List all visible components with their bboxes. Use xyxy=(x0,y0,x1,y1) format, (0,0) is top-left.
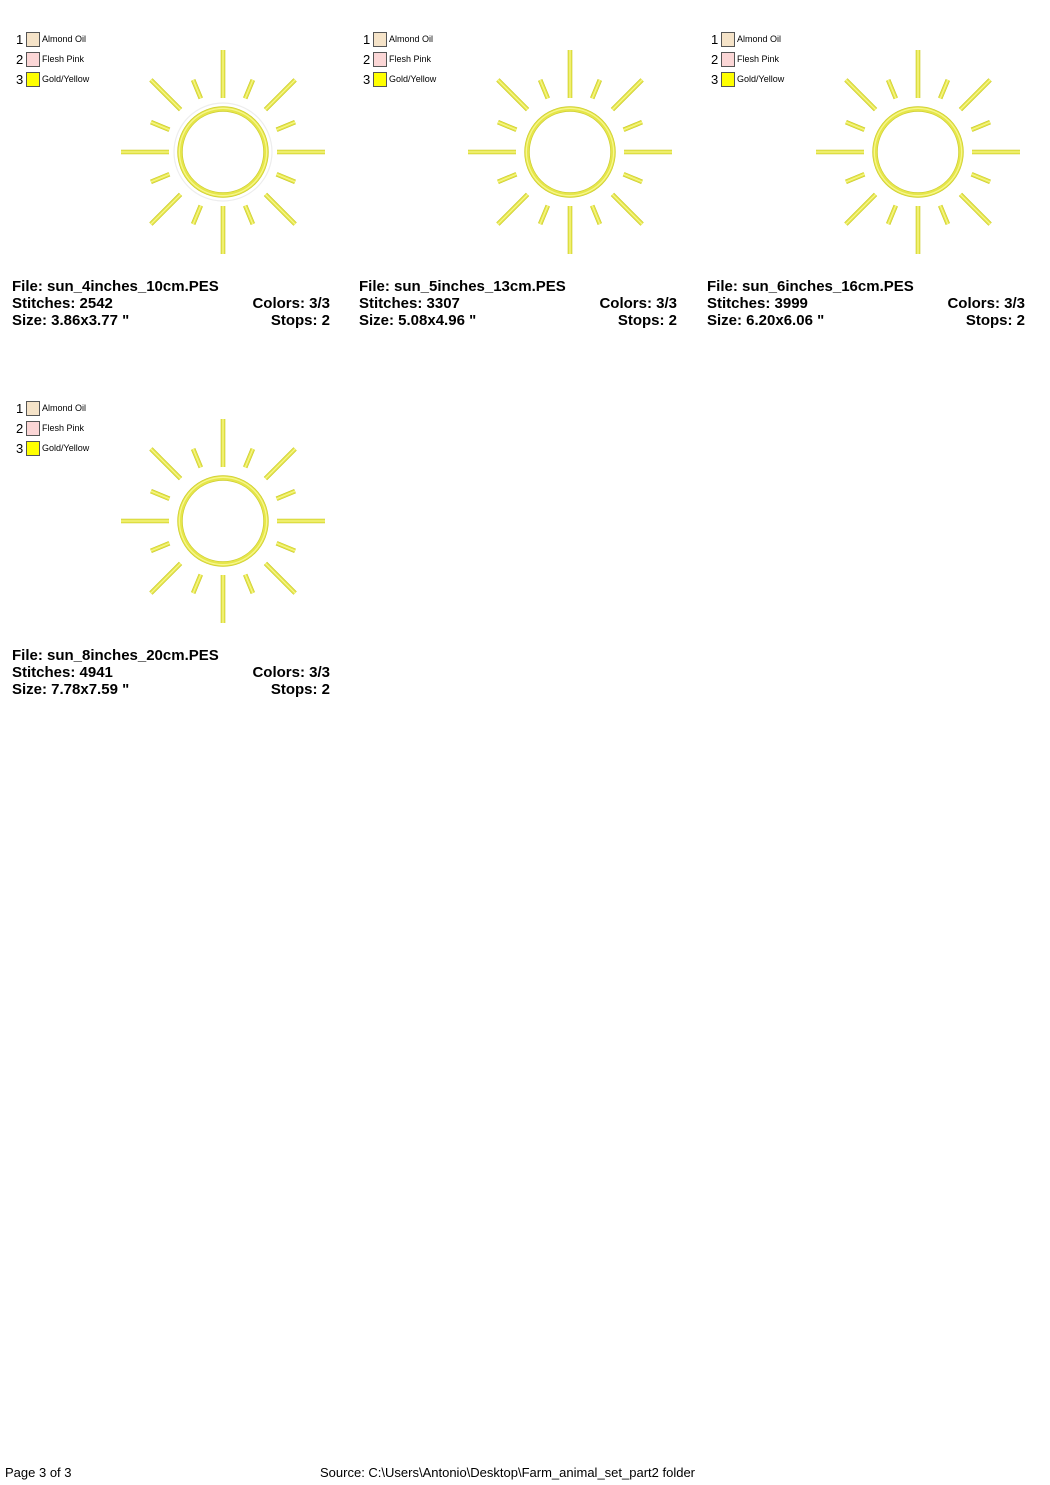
sun-ray xyxy=(960,194,990,224)
stitch-count: Stitches: 3307 xyxy=(359,295,460,312)
sun-ray xyxy=(193,206,201,224)
sun-ray xyxy=(624,174,642,182)
sun-ray xyxy=(265,194,295,224)
thread-name: Flesh Pink xyxy=(389,54,432,64)
sun-ray xyxy=(888,80,896,98)
design-size: Size: 6.20x6.06 " xyxy=(707,312,825,329)
sun-ray xyxy=(888,206,896,224)
applique-outline xyxy=(174,103,272,201)
sun-ray xyxy=(846,122,864,130)
stitch-count: Stitches: 2542 xyxy=(12,295,113,312)
sun-ray xyxy=(624,122,642,130)
sun-ray xyxy=(245,80,253,98)
sun-ray xyxy=(972,174,990,182)
stop-count: Stops: 2 xyxy=(965,312,1025,329)
sun-ray xyxy=(540,80,548,98)
palette-number: 2 xyxy=(16,52,24,67)
thread-name: Flesh Pink xyxy=(42,54,85,64)
color-swatch xyxy=(721,52,735,67)
sun-ray xyxy=(540,206,548,224)
design-card xyxy=(359,2,689,342)
sun-ray xyxy=(265,449,295,479)
design-info xyxy=(707,278,1025,329)
sun-ray xyxy=(846,80,876,110)
sun-ray xyxy=(277,491,295,499)
sun-ray xyxy=(151,563,181,593)
color-count: Colors: 3/3 xyxy=(252,664,330,681)
thread-name: Almond Oil xyxy=(42,403,87,413)
palette-number: 3 xyxy=(711,72,719,87)
sun-ray xyxy=(592,80,600,98)
design-size: Size: 3.86x3.77 " xyxy=(12,312,130,329)
color-count: Colors: 3/3 xyxy=(599,295,677,312)
thread-name: Flesh Pink xyxy=(737,54,780,64)
design-info xyxy=(12,278,330,329)
file-name: File: sun_8inches_20cm.PES xyxy=(12,647,219,664)
sun-ray xyxy=(498,194,528,224)
sun-ray xyxy=(193,80,201,98)
thread-name: Almond Oil xyxy=(389,34,434,44)
sun-ray xyxy=(940,80,948,98)
color-swatch xyxy=(26,401,40,416)
design-size: Size: 5.08x4.96 " xyxy=(359,312,477,329)
sun-ray xyxy=(193,449,201,467)
page-number: Page 3 of 3 xyxy=(5,1465,72,1480)
file-name: File: sun_5inches_13cm.PES xyxy=(359,278,566,295)
palette-number: 1 xyxy=(363,32,371,47)
sun-ray xyxy=(245,575,253,593)
sun-ray xyxy=(846,194,876,224)
color-count: Colors: 3/3 xyxy=(252,295,330,312)
sun-ray xyxy=(151,543,169,551)
palette-number: 1 xyxy=(711,32,719,47)
sun-ray xyxy=(960,80,990,110)
source-path: Source: C:\Users\Antonio\Desktop\Farm_animal_set_part2 folder xyxy=(320,1465,696,1480)
palette-number: 2 xyxy=(711,52,719,67)
sun-ray xyxy=(498,80,528,110)
file-name: File: sun_4inches_10cm.PES xyxy=(12,278,219,295)
sun-ray xyxy=(612,194,642,224)
sun-ring xyxy=(179,477,266,564)
thread-name: Gold/Yellow xyxy=(389,74,437,84)
color-swatch xyxy=(26,72,40,87)
sun-ray xyxy=(972,122,990,130)
sun-ring xyxy=(526,108,613,195)
sun-ray xyxy=(265,80,295,110)
color-count: Colors: 3/3 xyxy=(947,295,1025,312)
stitch-count: Stitches: 4941 xyxy=(12,664,113,681)
palette-number: 3 xyxy=(16,441,24,456)
sun-ray xyxy=(151,491,169,499)
color-swatch xyxy=(26,421,40,436)
sun-ray xyxy=(498,122,516,130)
palette-number: 3 xyxy=(363,72,371,87)
sun-embroidery-icon xyxy=(466,48,674,256)
color-swatch xyxy=(721,72,735,87)
stop-count: Stops: 2 xyxy=(270,312,330,329)
sun-ray xyxy=(193,575,201,593)
design-info xyxy=(12,647,330,698)
stitch-count: Stitches: 3999 xyxy=(707,295,808,312)
thread-name: Gold/Yellow xyxy=(42,74,90,84)
sun-embroidery-icon xyxy=(119,417,327,625)
palette-number: 3 xyxy=(16,72,24,87)
color-swatch xyxy=(373,32,387,47)
sun-ray xyxy=(151,122,169,130)
stop-count: Stops: 2 xyxy=(270,681,330,698)
sun-ray xyxy=(940,206,948,224)
sun-ray xyxy=(277,543,295,551)
sun-ray xyxy=(846,174,864,182)
thread-name: Gold/Yellow xyxy=(42,443,90,453)
palette-number: 2 xyxy=(363,52,371,67)
sun-ray xyxy=(151,174,169,182)
sun-ray xyxy=(498,174,516,182)
stop-count: Stops: 2 xyxy=(617,312,677,329)
color-swatch xyxy=(26,441,40,456)
sun-ray xyxy=(245,449,253,467)
palette-number: 2 xyxy=(16,421,24,436)
sun-ray xyxy=(277,122,295,130)
palette-number: 1 xyxy=(16,401,24,416)
palette-number: 1 xyxy=(16,32,24,47)
sun-embroidery-icon xyxy=(814,48,1022,256)
sun-ray xyxy=(265,563,295,593)
sun-ray xyxy=(245,206,253,224)
sun-ray xyxy=(151,449,181,479)
thread-name: Gold/Yellow xyxy=(737,74,785,84)
sun-ray xyxy=(151,80,181,110)
color-swatch xyxy=(373,72,387,87)
thread-name: Almond Oil xyxy=(42,34,87,44)
design-card xyxy=(12,371,342,711)
sun-ring xyxy=(874,108,961,195)
sun-embroidery-icon xyxy=(119,48,327,256)
sun-ring xyxy=(179,108,266,195)
color-swatch xyxy=(721,32,735,47)
sun-ray xyxy=(612,80,642,110)
design-card xyxy=(12,2,342,342)
design-size: Size: 7.78x7.59 " xyxy=(12,681,130,698)
thread-name: Flesh Pink xyxy=(42,423,85,433)
design-info xyxy=(359,278,677,329)
file-name: File: sun_6inches_16cm.PES xyxy=(707,278,914,295)
color-swatch xyxy=(373,52,387,67)
color-swatch xyxy=(26,52,40,67)
sun-ray xyxy=(277,174,295,182)
color-swatch xyxy=(26,32,40,47)
design-card xyxy=(707,2,1037,342)
sun-ray xyxy=(592,206,600,224)
sun-ray xyxy=(151,194,181,224)
thread-name: Almond Oil xyxy=(737,34,782,44)
